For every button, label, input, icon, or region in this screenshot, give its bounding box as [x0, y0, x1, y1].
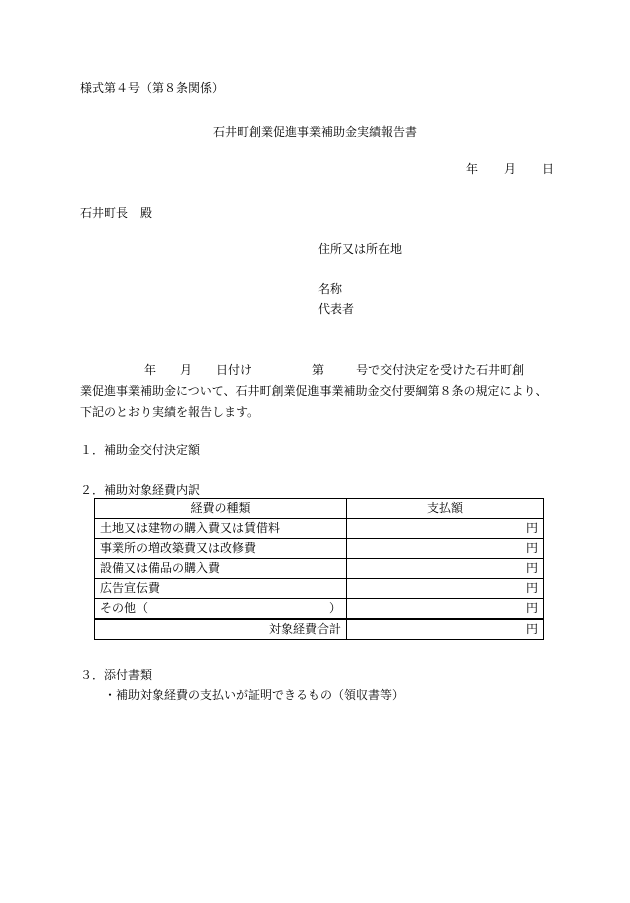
representative-label: 代表者 [318, 302, 355, 316]
addressee-honorific: 殿 [140, 206, 153, 220]
table-row [95, 539, 544, 559]
header-kind: 経費の種類 [95, 499, 347, 519]
table-total-row [95, 619, 544, 640]
expense-kind: 設備又は備品の購入費 [95, 559, 347, 579]
expense-amount: 円 [347, 519, 544, 539]
total-label: 対象経費合計 [95, 619, 347, 640]
header-amount: 支払額 [347, 499, 544, 519]
expense-kind: 広告宣伝費 [95, 579, 347, 599]
table-header-row [95, 499, 544, 519]
name-label: 名称 [318, 282, 343, 296]
date-day: 日 [542, 162, 555, 176]
expense-kind: 土地又は建物の購入費又は賃借料 [95, 519, 347, 539]
expense-table [94, 498, 544, 640]
date-month: 月 [504, 162, 517, 176]
other-open: その他（ [100, 601, 149, 615]
other-close: ） [328, 601, 341, 615]
date-year: 年 [466, 162, 479, 176]
body-year: 年 [144, 363, 157, 377]
table-row [95, 579, 544, 599]
body-line-2: 業促進事業補助金について、石井町創業促進事業補助金交付要綱第８条の規定により、 [80, 384, 548, 398]
expense-amount: 円 [347, 559, 544, 579]
addressee [80, 205, 152, 221]
table-row [95, 559, 544, 579]
attachment-item: ・補助対象経費の支払いが証明できるもの（領収書等） [104, 688, 405, 702]
date-line [466, 161, 554, 177]
report-body-text [80, 360, 550, 423]
body-line-3: 下記のとおり実績を報告します。 [80, 405, 260, 419]
table-row [95, 599, 544, 620]
body-month: 月 [180, 363, 193, 377]
expense-amount: 円 [347, 599, 544, 620]
expense-amount: 円 [347, 579, 544, 599]
expense-amount: 円 [347, 539, 544, 559]
body-line1-rest: 号で交付決定を受けた石井町創 [356, 363, 525, 377]
table-row [95, 519, 544, 539]
total-amount: 円 [347, 619, 544, 640]
body-no-label: 第 [312, 363, 325, 377]
body-date-suffix: 日付け [216, 363, 253, 377]
body-line-1 [80, 360, 550, 381]
document-title: 石井町創業促進事業補助金実績報告書 [212, 125, 417, 139]
expense-kind-other [95, 599, 347, 620]
address-label: 住所又は所在地 [318, 242, 403, 256]
addressee-name: 石井町長 [80, 206, 129, 220]
expense-kind: 事業所の増改築費又は改修費 [95, 539, 347, 559]
section-2-heading: ２．補助対象経費内訳 [80, 483, 201, 497]
section-1-heading: １．補助金交付決定額 [80, 443, 201, 457]
form-number: 様式第４号（第８条関係） [80, 81, 225, 95]
section-3-heading: ３．添付書類 [80, 668, 153, 682]
